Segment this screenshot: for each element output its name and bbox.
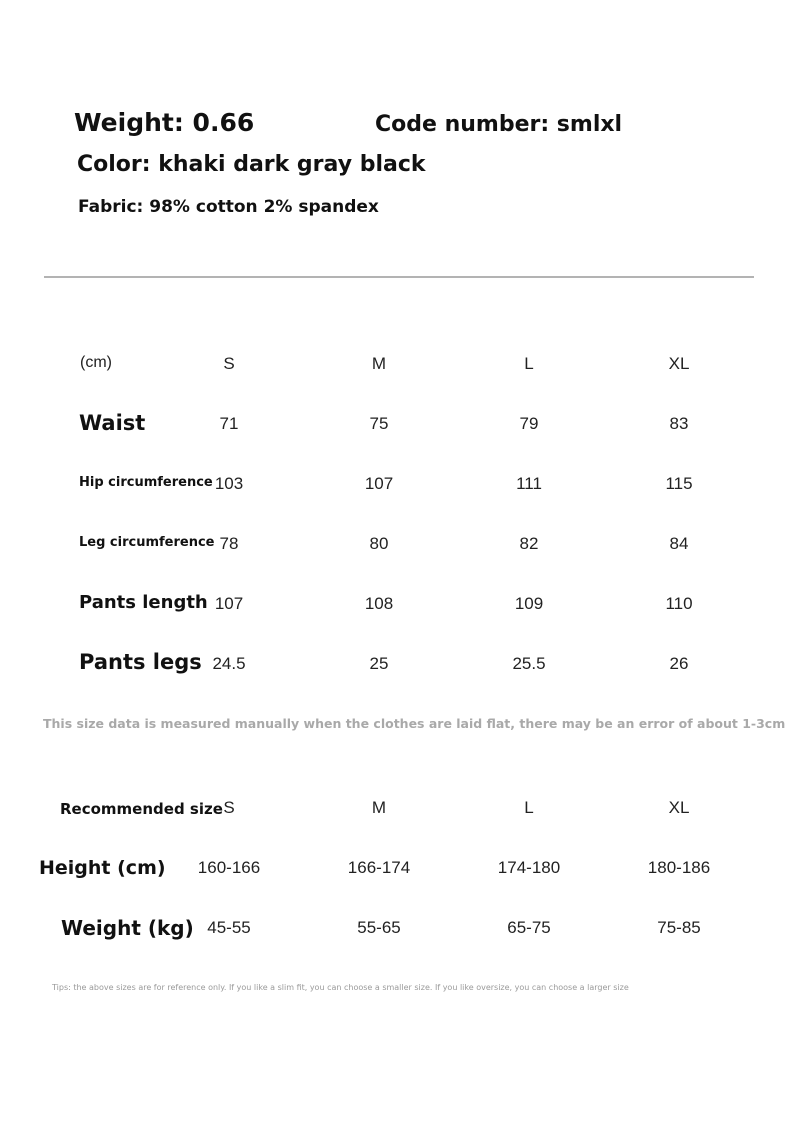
table-cell: 25.5 [512, 654, 546, 673]
table-cell: 82 [519, 534, 539, 553]
table-cell: 174-180 [497, 858, 561, 877]
table-cell: 166-174 [347, 858, 411, 877]
table-cell: 110 [665, 594, 693, 613]
row-label-weight: Weight (kg) [61, 916, 194, 940]
table-cell: 75-85 [657, 918, 701, 937]
recommended-size-label: Recommended size [60, 800, 223, 818]
size-header: S [223, 798, 235, 817]
table-cell: 24.5 [212, 654, 246, 673]
unit-label: (cm) [80, 354, 112, 371]
size-header: XL [668, 354, 690, 373]
row-label-pants-legs: Pants legs [79, 650, 202, 674]
section-divider [44, 276, 754, 278]
table-cell: 180-186 [647, 858, 711, 877]
table-cell: 26 [669, 654, 689, 673]
table-cell: 79 [519, 414, 539, 433]
size-header: M [371, 798, 387, 817]
table-cell: 83 [669, 414, 689, 433]
row-label-height: Height (cm) [39, 857, 166, 879]
fabric-line: Fabric: 98% cotton 2% spandex [78, 197, 379, 217]
table-cell: 160-166 [197, 858, 261, 877]
table-cell: 108 [364, 594, 394, 613]
table-cell: 107 [214, 594, 244, 613]
row-label-hip: Hip circumference [79, 475, 213, 490]
code-number: Code number: smlxl [375, 112, 623, 137]
table-cell: 78 [219, 534, 239, 553]
table-cell: 84 [669, 534, 689, 553]
size-header: XL [668, 798, 690, 817]
row-label-leg: Leg circumference [79, 535, 215, 550]
table-cell: 115 [665, 474, 693, 493]
size-header: S [223, 354, 235, 373]
color-line: Color: khaki dark gray black [77, 152, 426, 177]
row-label-pants-length: Pants length [79, 592, 208, 613]
table-cell: 107 [364, 474, 394, 493]
table-cell: 75 [369, 414, 389, 433]
size-header: M [371, 354, 387, 373]
table-cell: 80 [369, 534, 389, 553]
table-cell: 65-75 [507, 918, 551, 937]
measurement-note: This size data is measured manually when the clothes are laid flat, there may be an error of about 1-3cm [43, 716, 786, 731]
table-cell: 109 [514, 594, 544, 613]
table-cell: 45-55 [207, 918, 251, 937]
size-header: L [524, 354, 534, 373]
table-cell: 103 [214, 474, 244, 493]
row-label-waist: Waist [79, 411, 146, 435]
size-header: L [524, 798, 534, 817]
weight-title: Weight: 0.66 [74, 108, 255, 137]
table-cell: 25 [369, 654, 389, 673]
table-cell: 71 [219, 414, 239, 433]
tips-note: Tips: the above sizes are for reference only. If you like a slim fit, you can choose a smaller size. If you like oversize, you can choose a larger size [52, 983, 629, 992]
table-cell: 111 [516, 474, 542, 493]
table-cell: 55-65 [357, 918, 401, 937]
